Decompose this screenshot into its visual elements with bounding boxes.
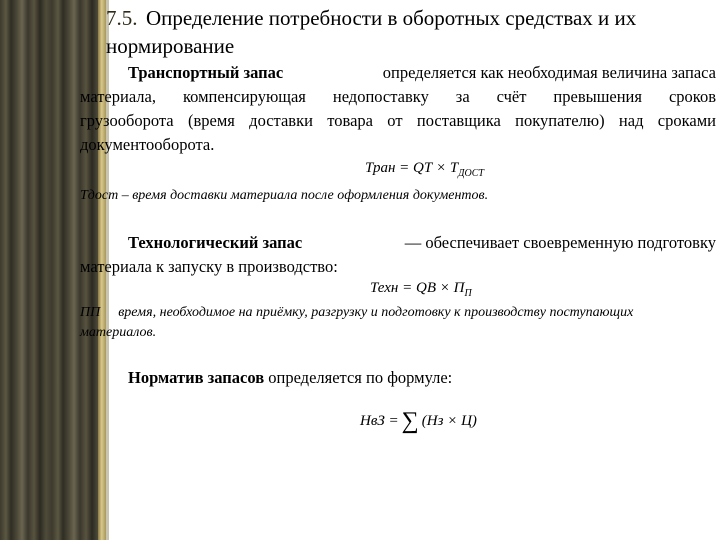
tech-formula-main: Техн = QВ × П — [370, 280, 465, 296]
tech-note-term: ПП — [80, 305, 101, 320]
page-title: Определение потребности в оборотных средствах и их — [146, 6, 637, 30]
norm-formula-left: НвЗ = — [360, 413, 399, 429]
tech-note-line2: материалов. — [80, 325, 157, 340]
transport-line4: документооборота. — [80, 135, 215, 154]
transport-note — [80, 188, 488, 204]
norm-term: Норматив запасов — [128, 368, 265, 387]
transport-formula-sub: ДОСТ — [458, 168, 484, 179]
transport-paragraph-line1 — [128, 62, 716, 84]
page-title-line2: нормирование — [106, 34, 235, 58]
norm-formula-right: (Нз × Ц) — [421, 413, 477, 429]
transport-line3: грузооборота (время доставки товара от поставщика покупателю) над сроками — [80, 111, 716, 130]
sum-symbol: ∑ — [401, 408, 419, 434]
norm-text: определяется по формуле: — [264, 368, 453, 387]
tech-formula — [370, 280, 472, 299]
transport-formula — [365, 160, 484, 179]
transport-note-text: – время доставки материала после оформления документов. — [118, 188, 489, 203]
tech-formula-sub: П — [464, 288, 472, 299]
norm-paragraph — [128, 367, 452, 389]
transport-formula-main: Тран = QТ × T — [365, 160, 459, 176]
title-number: 7.5. — [106, 6, 138, 30]
tech-paragraph-line1 — [128, 232, 716, 254]
tech-note-line1 — [80, 305, 633, 321]
transport-line2: материала, компенсирующая недопоставку за счёт превышения сроков — [80, 87, 716, 106]
transport-note-term: Tдост — [80, 188, 119, 203]
tech-note-text: время, необходимое на приёмку, разгрузку и подготовку к производству поступающих — [118, 305, 634, 320]
tech-term: Технологический запас — [128, 233, 303, 252]
transport-line1-text: определяется как необходимая величина запаса — [382, 63, 716, 82]
transport-term: Транспортный запас — [128, 63, 284, 82]
tech-line2: материала к запуску в производство: — [80, 257, 338, 276]
norm-formula — [360, 408, 477, 435]
tech-line1-text: — обеспечивает своевременную подготовку — [404, 233, 716, 252]
